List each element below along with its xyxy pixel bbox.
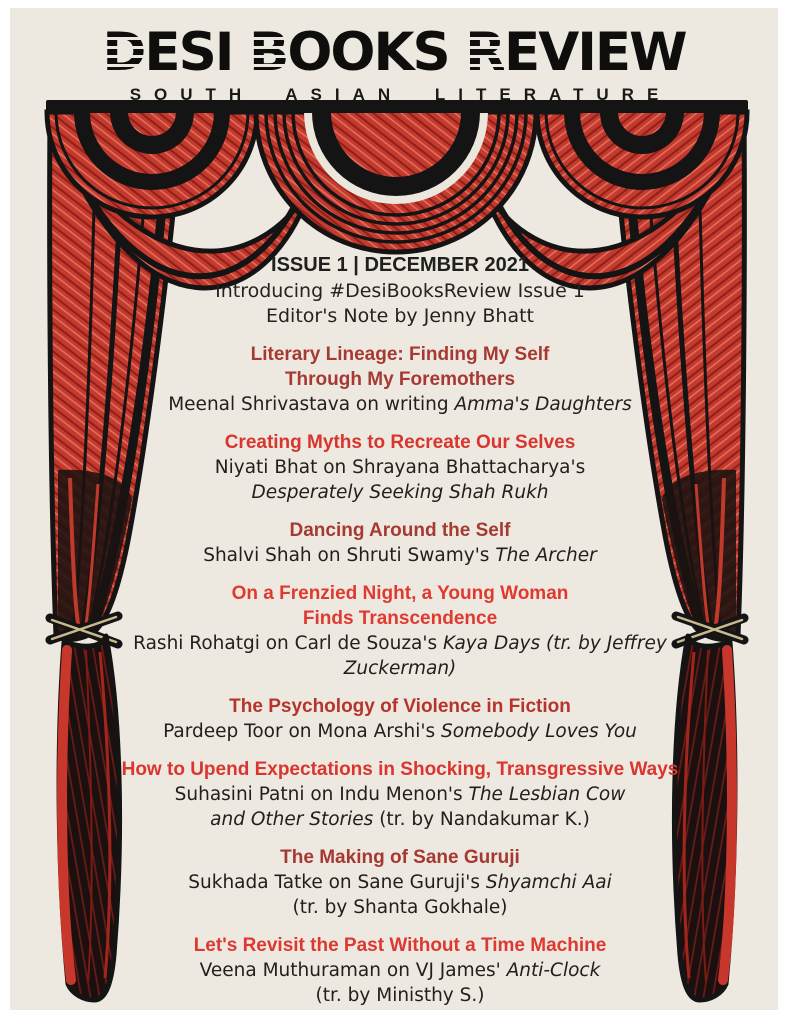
masthead-subtitle: SOUTH ASIAN LITERATURE [129,85,672,104]
toc-section [65,518,735,568]
byline-text: Pardeep Toor on Mona Arshi's [163,721,441,742]
issue-intro-line: Introducing #DesiBooksReview Issue 1 [215,280,585,302]
toc-section [65,694,735,744]
toc-section [65,342,735,417]
book-title-italic: Somebody Loves You [440,721,637,742]
logo-book-letter: B [248,22,288,83]
byline-text: Shalvi Shah on Shruti Swamy's [203,545,496,566]
byline-text: Veena Muthuraman on VJ James' [199,960,507,981]
toc-section [65,430,735,505]
logo-text: EVIEW [503,22,686,83]
byline-text: Suhasini Patni on Indu Menon's [174,784,469,805]
logo-book-letter: R [465,22,504,83]
article-byline [65,870,735,920]
toc-list [65,342,735,1008]
logo-book-letter: D [102,22,145,83]
byline-text: (tr. by Nandakumar K.) [373,809,590,830]
article-title: Literary Lineage: Finding My Self Through My Foremothers [250,344,550,390]
book-title-italic: and Other Stories [210,809,374,830]
book-title-italic: The Lesbian Cow [468,784,626,805]
article-title: The Making of Sane Guruji [280,847,520,868]
byline-text: Sukhada Tatke on Sane Guruji's [188,872,486,893]
article-title: Creating Myths to Recreate Our Selves [224,432,576,453]
book-title-italic: Amma's Daughters [454,394,632,415]
toc-section [65,845,735,920]
issue-contents [65,252,735,1008]
poster-panel [10,8,778,1010]
toc-section [65,581,735,681]
article-title: On a Frenzied Night, a Young Woman Finds Transcendence [231,583,569,629]
book-title-italic: Shyamchi Aai [485,872,612,893]
article-title: How to Upend Expectations in Shocking, Transgressive Ways [121,759,679,780]
issue-editor-line: Editor's Note by Jenny Bhatt [265,305,535,327]
logo-text: ESI [144,22,249,83]
book-title-italic: Zuckerman) [343,658,457,679]
byline-text: (tr. by Ministhy S.) [315,985,485,1006]
byline-text: Meenal Shrivastava on writing [168,394,455,415]
book-title-italic: The Archer [495,545,597,566]
article-byline [65,719,735,744]
article-byline [65,782,735,832]
issue-heading: ISSUE 1 | DECEMBER 2021 [271,254,529,276]
toc-section [65,933,735,1008]
toc-section [65,757,735,832]
article-byline [65,958,735,1008]
book-title-italic: Kaya Days (tr. by Jeffrey [442,633,667,654]
book-title-italic: Anti-Clock [506,960,601,981]
article-title: The Psychology of Violence in Fiction [229,696,571,717]
byline-text: (tr. by Shanta Gokhale) [292,897,508,918]
byline-text: Rashi Rohatgi on Carl de Souza's [133,633,443,654]
book-title-italic: Desperately Seeking Shah Rukh [251,482,549,503]
article-title: Dancing Around the Self [289,520,511,541]
masthead-logo [10,22,778,83]
article-title: Let's Revisit the Past Without a Time Machine [193,935,607,956]
article-byline [65,543,735,568]
byline-text: Niyati Bhat on Shrayana Bhattacharya's [214,457,586,478]
masthead [10,22,778,105]
logo-text: OOKS [287,22,466,83]
article-byline [65,392,735,417]
article-byline [65,631,735,681]
article-byline [65,455,735,505]
